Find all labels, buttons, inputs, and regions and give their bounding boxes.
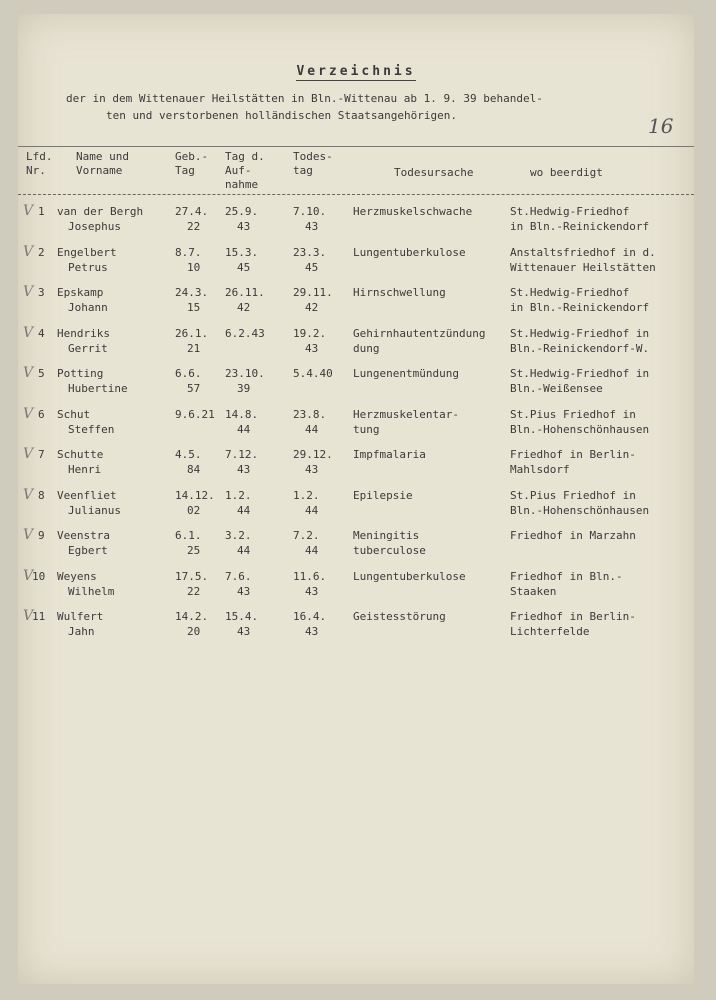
cell-geb-line-1: 27.4. [175, 205, 209, 218]
cell-name-line-1: Weyens [57, 569, 97, 583]
cell-todesursache-line-1: Impfmalaria [353, 448, 426, 461]
cell-beerdigt-line-1: Friedhof in Berlin- [510, 610, 636, 623]
cell-todesursache-line-1: Lungenentmündung [353, 367, 459, 380]
header-top-rule [18, 146, 694, 147]
cell-aufnahme-line-2: 45 [237, 260, 251, 274]
cell-name-line-1: van der Bergh [57, 205, 144, 218]
cell-name-line-1: Schut [57, 407, 91, 421]
cell-name-line-1: Schutte [57, 448, 104, 461]
cell-beerdigt-line-1: Friedhof in Bln.- [510, 569, 623, 583]
cell-aufnahme-line-2: 44 [237, 544, 251, 557]
cell-todestag-line-2: 43 [305, 341, 319, 355]
cell-geb-line-2: 15 [187, 301, 201, 314]
cell-beerdigt-line-1: St.Pius Friedhof in [510, 407, 636, 421]
cell-beerdigt-line-2: Lichterfelde [510, 625, 590, 638]
cell-geb-line-1: 6.1. [175, 529, 202, 542]
cell-todestag-line-1: 23.8. [293, 407, 327, 421]
header-geb: Geb.- Tag [175, 150, 209, 177]
cell-aufnahme-line-1: 7.12. [225, 448, 259, 461]
cell-todestag-line-2: 44 [305, 422, 319, 436]
cell-todestag-line-1: 7.10. [293, 205, 327, 218]
cell-name-line-1: Engelbert [57, 245, 117, 259]
cell-name-line-2: Hubertine [68, 382, 128, 395]
cell-name-line-2: Petrus [68, 260, 108, 274]
cell-nr: 9 [38, 529, 45, 542]
cell-beerdigt-line-1: St.Pius Friedhof in [510, 488, 636, 502]
cell-todestag-line-1: 7.2. [293, 529, 320, 542]
check-mark: V [23, 567, 34, 584]
cell-todestag-line-1: 1.2. [293, 488, 320, 502]
cell-todestag-line-1: 16.4. [293, 610, 327, 623]
cell-todestag-line-1: 23.3. [293, 245, 327, 259]
table-row [18, 447, 694, 487]
cell-aufnahme-line-2: 42 [237, 301, 251, 314]
cell-geb-line-1: 14.12. [175, 488, 215, 502]
cell-aufnahme-line-1: 15.3. [225, 245, 259, 259]
cell-todesursache-line-1: Geistesstörung [353, 610, 446, 623]
cell-geb-line-2: 21 [187, 341, 201, 355]
cell-todesursache-line-1: Gehirnhautentzündung [353, 326, 486, 340]
cell-aufnahme-line-1: 6.2.43 [225, 326, 265, 340]
cell-aufnahme-line-1: 23.10. [225, 367, 265, 380]
cell-todesursache-line-1: Hirnschwellung [353, 286, 446, 299]
cell-geb-line-1: 9.6.21 [175, 407, 215, 421]
table-row [18, 609, 694, 649]
cell-todestag-line-1: 19.2. [293, 326, 327, 340]
cell-aufnahme-line-2: 39 [237, 382, 251, 395]
cell-todestag-line-2: 43 [305, 625, 319, 638]
table-row [18, 204, 694, 244]
cell-geb-line-2: 02 [187, 503, 201, 517]
table-row [18, 285, 694, 325]
cell-aufnahme-line-1: 1.2. [225, 488, 252, 502]
cell-todestag-line-2: 44 [305, 503, 319, 517]
header-aufnahme: Tag d. Auf- nahme [225, 150, 265, 191]
cell-nr: 1 [38, 205, 45, 218]
table-row [18, 569, 694, 609]
subtitle-line-2: ten und verstorbenen holländischen Staatsangehörigen. [106, 109, 457, 122]
document-subtitle [66, 90, 686, 124]
cell-aufnahme-line-1: 15.4. [225, 610, 259, 623]
cell-aufnahme-line-1: 26.11. [225, 286, 265, 299]
check-mark: V [23, 243, 34, 260]
cell-todesursache-line-1: Lungentuberkulose [353, 245, 466, 259]
cell-beerdigt-line-2: Staaken [510, 584, 557, 598]
check-mark: V [23, 405, 34, 422]
cell-nr: 11 [32, 610, 46, 623]
cell-name-line-1: Veenstra [57, 529, 110, 542]
cell-name-line-2: Egbert [68, 544, 108, 557]
cell-aufnahme-line-2: 43 [237, 220, 251, 233]
cell-beerdigt-line-2: Bln.-Hohenschönhausen [510, 422, 650, 436]
cell-name-line-2: Henri [68, 463, 102, 476]
cell-todestag-line-1: 11.6. [293, 569, 327, 583]
cell-name-line-2: Jahn [68, 625, 95, 638]
check-mark: V [23, 284, 34, 300]
check-mark: V [23, 203, 34, 219]
cell-todesursache-line-1: Epilepsie [353, 488, 413, 502]
cell-name-line-2: Steffen [68, 422, 115, 436]
cell-nr: 4 [38, 326, 45, 340]
header-todestag: Todes- tag [293, 150, 333, 177]
cell-nr: 2 [38, 245, 45, 259]
cell-aufnahme-line-1: 3.2. [225, 529, 252, 542]
cell-aufnahme-line-2: 44 [237, 503, 251, 517]
cell-nr: 3 [38, 286, 45, 299]
cell-beerdigt-line-2: Bln.-Hohenschönhausen [510, 503, 650, 517]
cell-geb-line-1: 4.5. [175, 448, 202, 461]
cell-aufnahme-line-2: 43 [237, 463, 251, 476]
cell-aufnahme-line-1: 14.8. [225, 407, 259, 421]
cell-beerdigt-line-2: Bln.-Weißensee [510, 382, 603, 395]
cell-name-line-2: Johann [68, 301, 108, 314]
header-beerdigt: wo beerdigt [530, 166, 603, 179]
cell-geb-line-1: 14.2. [175, 610, 209, 623]
cell-beerdigt-line-1: Friedhof in Berlin- [510, 448, 636, 461]
cell-geb-line-2: 57 [187, 382, 201, 395]
cell-name-line-1: Potting [57, 367, 104, 380]
table-row [18, 528, 694, 568]
cell-todesursache-line-2: tung [353, 422, 380, 436]
cell-todesursache-line-2: tuberculose [353, 544, 426, 557]
cell-geb-line-2: 22 [187, 584, 201, 598]
cell-name-line-1: Epskamp [57, 286, 104, 299]
cell-todestag-line-1: 5.4.40 [293, 367, 333, 380]
cell-todestag-line-2: 43 [305, 584, 319, 598]
cell-name-line-2: Julianus [68, 503, 121, 517]
cell-name-line-1: Wulfert [57, 610, 104, 623]
cell-beerdigt-line-1: Anstaltsfriedhof in d. [510, 245, 656, 259]
cell-beerdigt-line-1: St.Hedwig-Friedhof [510, 286, 630, 299]
cell-todestag-line-2: 45 [305, 260, 319, 274]
cell-aufnahme-line-2: 43 [237, 625, 251, 638]
check-mark: V [23, 527, 34, 543]
cell-todesursache-line-1: Lungentuberkulose [353, 569, 466, 583]
check-mark: V [23, 365, 34, 381]
cell-beerdigt-line-2: Wittenauer Heilstätten [510, 260, 656, 274]
cell-geb-line-1: 26.1. [175, 326, 209, 340]
cell-geb-line-1: 17.5. [175, 569, 209, 583]
cell-todestag-line-1: 29.11. [293, 286, 333, 299]
cell-todestag-line-1: 29.12. [293, 448, 333, 461]
table-row [18, 245, 694, 285]
cell-beerdigt-line-2: Mahlsdorf [510, 463, 570, 476]
table-row [18, 366, 694, 406]
cell-aufnahme-line-2: 43 [237, 584, 251, 598]
cell-beerdigt-line-1: St.Hedwig-Friedhof in [510, 367, 650, 380]
cell-beerdigt-line-1: Friedhof in Marzahn [510, 529, 636, 542]
cell-beerdigt-line-2: Bln.-Reinickendorf-W. [510, 341, 650, 355]
cell-aufnahme-line-2: 44 [237, 422, 251, 436]
cell-geb-line-2: 22 [187, 220, 201, 233]
check-mark: V [23, 446, 34, 462]
cell-todestag-line-2: 43 [305, 463, 319, 476]
cell-nr: 10 [32, 569, 46, 583]
table-row [18, 488, 694, 528]
document-page [18, 14, 694, 984]
header-nr: Lfd. Nr. [26, 150, 53, 177]
cell-geb-line-2: 10 [187, 260, 201, 274]
cell-todestag-line-2: 42 [305, 301, 319, 314]
cell-geb-line-1: 24.3. [175, 286, 209, 299]
check-mark: V [23, 608, 34, 624]
cell-beerdigt-line-1: St.Hedwig-Friedhof in [510, 326, 650, 340]
subtitle-line-1: der in dem Wittenauer Heilstätten in Bln.-Wittenau ab 1. 9. 39 behandel- [66, 92, 543, 105]
cell-beerdigt-line-1: St.Hedwig-Friedhof [510, 205, 630, 218]
cell-geb-line-1: 8.7. [175, 245, 202, 259]
cell-geb-line-2: 84 [187, 463, 201, 476]
cell-geb-line-2: 25 [187, 544, 201, 557]
cell-name-line-2: Gerrit [68, 341, 108, 355]
cell-todesursache-line-1: Meningitis [353, 529, 420, 542]
cell-todestag-line-2: 44 [305, 544, 319, 557]
cell-name-line-2: Wilhelm [68, 584, 115, 598]
header-bottom-rule [18, 194, 694, 195]
cell-aufnahme-line-1: 25.9. [225, 205, 259, 218]
cell-beerdigt-line-2: in Bln.-Reinickendorf [510, 220, 650, 233]
cell-nr: 5 [38, 367, 45, 380]
cell-geb-line-2: 20 [187, 625, 201, 638]
cell-geb-line-1: 6.6. [175, 367, 202, 380]
cell-name-line-1: Hendriks [57, 326, 110, 340]
header-name: Name und Vorname [76, 150, 129, 177]
document-title: Verzeichnis [296, 64, 416, 79]
cell-nr: 6 [38, 407, 45, 421]
cell-name-line-1: Veenfliet [57, 488, 117, 502]
cell-nr: 8 [38, 488, 45, 502]
cell-nr: 7 [38, 448, 45, 461]
cell-todesursache-line-2: dung [353, 341, 380, 355]
cell-todestag-line-2: 43 [305, 220, 319, 233]
cell-todesursache-line-1: Herzmuskelentar- [353, 407, 459, 421]
handwritten-page-mark: 16 [648, 114, 674, 138]
check-mark: V [23, 324, 34, 341]
cell-aufnahme-line-1: 7.6. [225, 569, 252, 583]
header-todesursache: Todesursache [394, 166, 474, 179]
table-row [18, 326, 694, 366]
cell-beerdigt-line-2: in Bln.-Reinickendorf [510, 301, 650, 314]
cell-name-line-2: Josephus [68, 220, 121, 233]
cell-todesursache-line-1: Herzmuskelschwache [353, 205, 473, 218]
check-mark: V [23, 486, 34, 503]
table-row [18, 407, 694, 447]
